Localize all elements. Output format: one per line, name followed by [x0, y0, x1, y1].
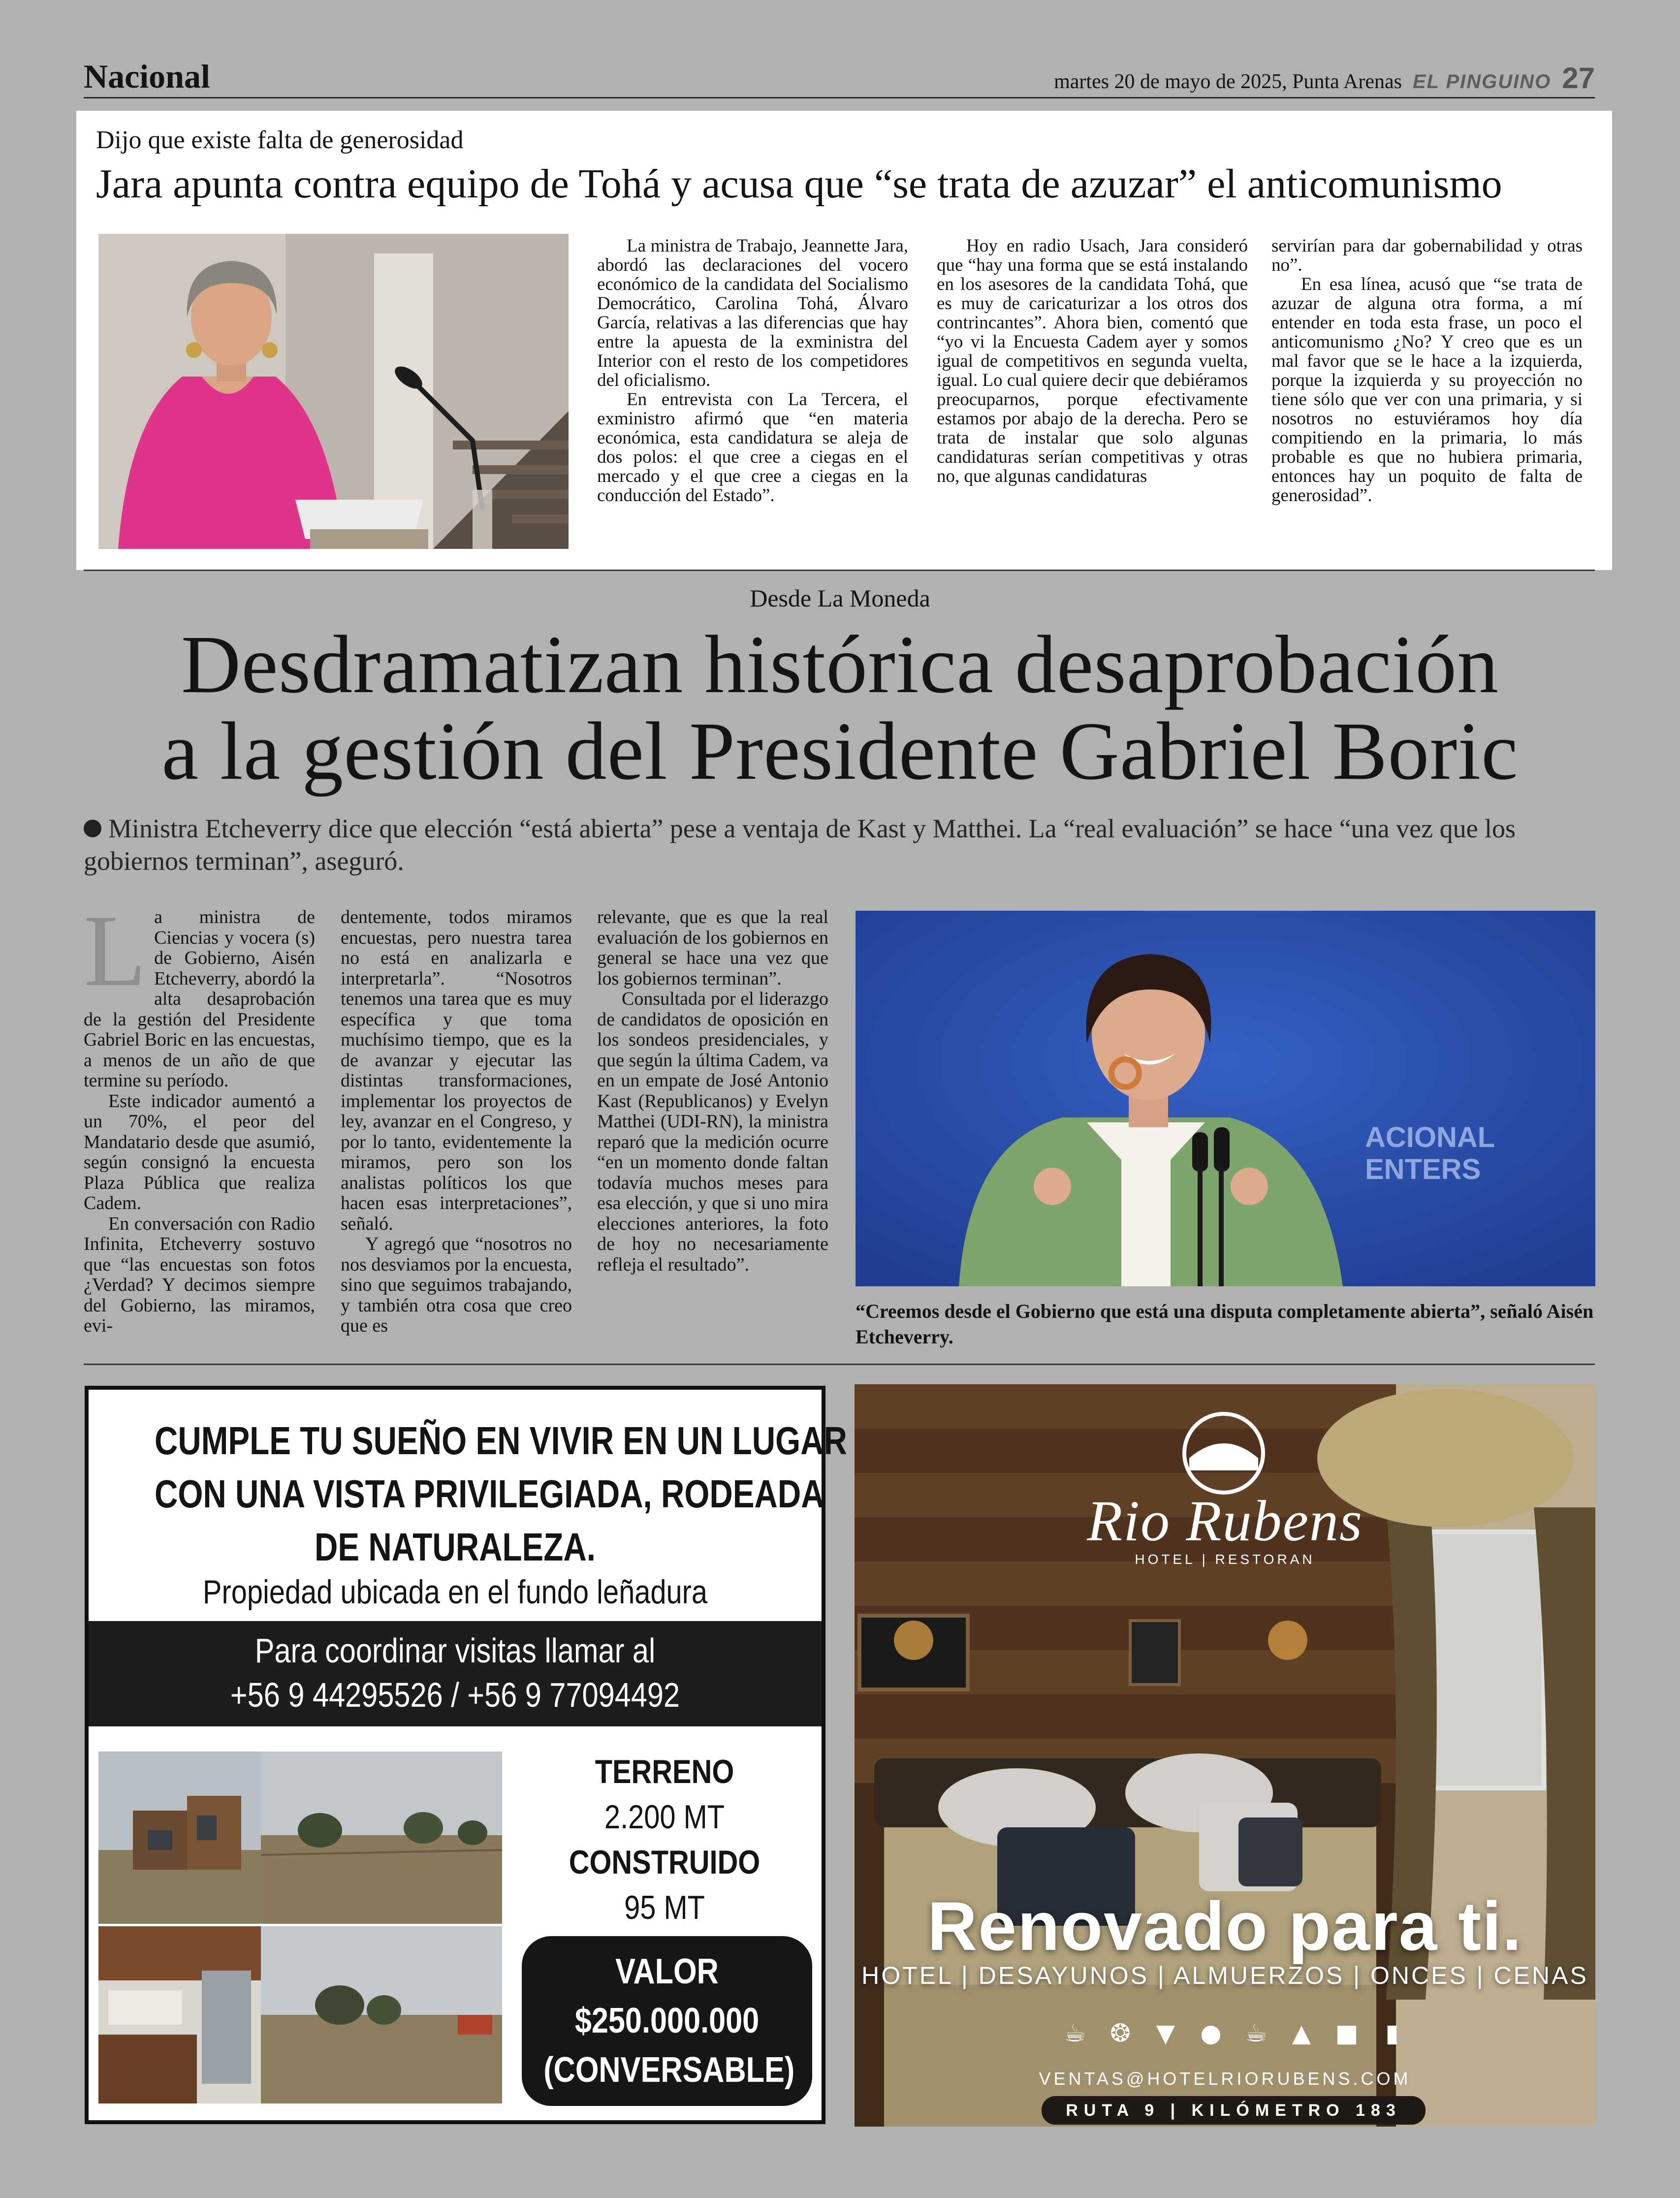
etcheverry-photo	[856, 911, 1595, 1286]
divider	[84, 570, 1595, 571]
backdrop-text: ENTERS	[1365, 1153, 1481, 1185]
beer-icon: ▮	[1385, 2019, 1399, 2047]
terreno-value: 2.200 MT	[604, 1798, 725, 1836]
coffee-icon: ☕	[1064, 2019, 1086, 2047]
field-photo	[261, 1926, 502, 2103]
price-box	[522, 1936, 812, 2106]
main-story-dek	[84, 812, 1595, 877]
cup-icon: ☕	[1245, 2019, 1268, 2047]
paragraph: Este indicador aumentó a un 70%, el peor del Mandatario desde que asumió, según consignó la encuesta Plaza Pública que realiza Cadem.	[84, 1090, 315, 1213]
bullet-icon	[84, 820, 101, 837]
price-note: (CONVERSABLE)	[543, 2050, 795, 2090]
hotel-email: VENTAS@HOTELRIORUBENS.COM	[1039, 2069, 1411, 2089]
price-amount: $250.000.000	[574, 2001, 760, 2040]
paragraph: En entrevista con La Tercera, el exministro afirmó que “en materia económica, esta candidatura se aleja de dos polos: el que cree a ciegas en el mercado y el que cree a ciegas en la conducción del Estado”.	[597, 389, 908, 506]
burger-icon: ●	[1200, 2019, 1222, 2047]
main-story-headline	[0, 621, 1680, 795]
page-header	[84, 59, 1595, 98]
paragraph: En esa línea, acusó que “se trata de azuzar de alguna otra forma, a mí entender en toda esta frase, un poco el anticomunismo ¿No? Y creo que es un mal favor que se le hace a la izquierda, porque la izquierda y su proyección no tiene sólo que ver con una primaria, y si nosotros no estuviéramos hoy día compitiendo en la primaria, lo más probable es que no hubiera primaria, entonces hay un poquito de falta de generosidad”.	[1271, 274, 1583, 506]
top-story-column-1	[597, 236, 908, 505]
newspaper-brand: EL PINGUINO	[1412, 71, 1552, 93]
top-story-headline: Jara apunta contra equipo de Tohá y acusa que “se trata de azuzar” el anticomunismo	[96, 161, 1502, 207]
paragraph: relevante, que es que la real evaluación de los gobiernos en general se hace una vez que los gobiernos terminan”.	[597, 907, 828, 989]
paragraph: a ministra de Ciencias y vocera (s) de Gobierno, Aisén Etcheverry, abordó la alta desaprobación de la gestión del Presidente Gabriel Boric en las encuestas, a menos de un año de que termine su período.	[84, 907, 315, 1091]
photo-caption: “Creemos desde el Gobierno que está una disputa completamente abierta”, señaló Aisén Etcheverry.	[856, 1300, 1594, 1348]
page-number: 27	[1562, 62, 1595, 95]
dek-text: Ministra Etcheverry dice que elección “está abierta” pese a ventaja de Kast y Matthei. La “real evaluación” se hace “una vez que los gobiernos terminan”, aseguró.	[84, 814, 1516, 876]
paragraph: Hoy en radio Usach, Jara consideró que “hay una forma que se está instalando en los asesores de la candidata Tohá, que es muy de caricaturizar a los otros dos contrincantes”. Ahora bien, comentó que “yo vi la Encuesta Cadem ayer y somos igual de competitivos en segunda vuelta, igual. Lo cual quiere decir que debiéramos preocuparnos, porque efectivamente estamos por abajo de la derecha. Pero se trata de instalar que solo algunas candidaturas serían competitivas y otras no, que algunas candidaturas	[937, 236, 1248, 486]
headline-line: Desdramatizan histórica desaprobación	[181, 619, 1499, 710]
terreno-label: TERRENO	[595, 1753, 734, 1790]
paragraph: Consultada por el liderazgo de candidatos de oposición en los sondeos presidenciales, y que según la última Cadem, va en un empate de José Antonio Kast (Republicanos) y Evelyn Matthei (UDI-RN), la ministra reparó que la medición ocurre “en un momento donde faltan todavía muchos meses para esa elección, y que si uno mira elecciones anteriores, la foto de hoy no necesariamente refleja el resultado”.	[597, 988, 828, 1275]
top-story	[76, 111, 1612, 570]
main-story-column-1	[84, 894, 315, 1337]
contact-phones: +56 9 44295526 / +56 9 77094492	[230, 1676, 680, 1714]
headline-line: DE NATURALEZA.	[315, 1525, 596, 1569]
jara-photo	[98, 234, 569, 549]
hotel-services: HOTEL | DESAYUNOS | ALMUERZOS | ONCES | CENAS	[861, 1962, 1588, 1989]
backdrop-text: ACIONAL	[1365, 1121, 1495, 1153]
main-story-column-3	[597, 907, 828, 1275]
issue-date: martes 20 de mayo de 2025, Punta Arenas	[1054, 70, 1402, 93]
contact-label: Para coordinar visitas llamar al	[254, 1631, 656, 1670]
property-ad-headline	[155, 1414, 847, 1574]
section-name: Nacional	[84, 58, 210, 95]
hotel-location: RUTA 9 | KILÓMETRO 183	[1042, 2096, 1426, 2125]
hotel-ad	[855, 1384, 1595, 2127]
house-photo	[98, 1752, 261, 1924]
hotel-logo-subtitle: HOTEL | RESTORAN	[1135, 1552, 1315, 1567]
paragraph: Y agregó que “nosotros no nos desviamos por la encuesta, sino que seguimos trabajando, y también otra cosa que creo que es	[341, 1234, 572, 1336]
paragraph: servirían para dar gobernabilidad y otras no”.	[1271, 236, 1583, 275]
cocktail-icon: ▼	[1156, 2019, 1175, 2047]
header-meta	[1054, 61, 1595, 95]
hotel-logo: Rio Rubens	[1087, 1489, 1363, 1553]
hotel-slogan: Renovado para ti.	[927, 1887, 1522, 1965]
land-photo	[261, 1752, 502, 1924]
property-ad	[85, 1386, 847, 2124]
main-story-kicker: Desde La Moneda	[750, 584, 930, 612]
construido-label: CONSTRUIDO	[569, 1844, 761, 1881]
price-label: VALOR	[615, 1952, 719, 1991]
headline-line: CUMPLE TU SUEÑO EN VIVIR EN UN LUGAR	[155, 1419, 847, 1463]
paragraph: dentemente, todos miramos encuestas, pero nuestra tarea no está en analizarla e interpretarla”. “Nosotros tenemos una tarea que es muy específica y que toma muchísimo tiempo, que es la de avanzar y ejecutar las distintas transformaciones, implementar los proyectos de ley, avanzar en el Congreso, y por lo tanto, evidentemente la miramos, pero son los analistas políticos los que hacen esas interpretaciones”, señaló.	[341, 907, 572, 1234]
contact-band	[89, 1621, 822, 1726]
paragraph: En conversación con Radio Infinita, Etcheverry sostuvo que “las encuestas son fotos ¿Verdad? Y decimos siempre del Gobierno, las miramos, evi-	[84, 1213, 315, 1336]
service-icons	[1061, 2019, 1406, 2054]
property-photos	[98, 1752, 502, 2103]
top-story-kicker: Dijo que existe falta de generosidad	[96, 126, 464, 154]
top-story-column-3	[1271, 236, 1583, 505]
construido-value: 95 MT	[624, 1889, 705, 1926]
divider	[84, 1364, 1595, 1365]
property-location: Propiedad ubicada en el fundo leñadura	[202, 1573, 708, 1611]
main-story-column-2	[341, 907, 572, 1337]
headline-line: CON UNA VISTA PRIVILEGIADA, RODEADA	[155, 1472, 824, 1516]
headline-line: a la gestión del Presidente Gabriel Boric	[161, 705, 1519, 797]
drop-cap: L	[84, 894, 147, 1007]
dish-icon: ❂	[1110, 2019, 1131, 2047]
paragraph: La ministra de Trabajo, Jeannette Jara, abordó las declaraciones del vocero económico de la candidata del Socialismo Democrático, Carolina Tohá, Álvaro García, relativas a las diferencias que hay entre la apuesta de la exministra del Interior con el resto de los competidores del oficialismo.	[597, 236, 908, 390]
cake-icon: ▲	[1292, 2019, 1311, 2047]
kitchen-photo	[98, 1926, 261, 2103]
sandwich-icon: ■	[1335, 2019, 1359, 2047]
top-story-column-2	[937, 236, 1248, 486]
property-stats	[512, 1749, 817, 1930]
